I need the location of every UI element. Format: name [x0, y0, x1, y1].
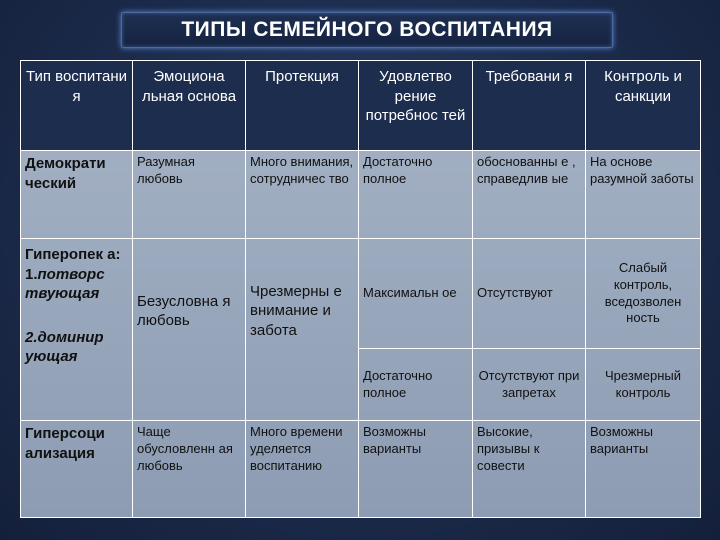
- header-demands: Требовани я: [473, 61, 586, 151]
- cell-needs: Максимальн ое: [359, 239, 473, 349]
- cell-protection: Много времени уделяется воспитанию: [246, 421, 359, 518]
- cell-protection: Много внимания, сотрудничес тво: [246, 151, 359, 239]
- cell-control: Слабый контроль, вседозволен ность: [586, 239, 701, 349]
- cell-type: Демократи ческий: [21, 151, 133, 239]
- cell-demands: Отсутствуют: [473, 239, 586, 349]
- cell-demands: Высокие, призывы к совести: [473, 421, 586, 518]
- hyper-main-label: Гиперопек а:: [25, 246, 121, 263]
- header-control: Контроль и санкции: [586, 61, 701, 151]
- table-row: [21, 239, 701, 349]
- cell-needs: Достаточно полное: [359, 349, 473, 421]
- hyper-sub1-label: [25, 265, 128, 304]
- cell-needs: Достаточно полное: [359, 151, 473, 239]
- header-emotion: Эмоциона льная основа: [133, 61, 246, 151]
- header-protection: Протекция: [246, 61, 359, 151]
- hyper-sub1-text: потворс твующая: [25, 265, 105, 302]
- cell-control: Возможны варианты: [586, 421, 701, 518]
- cell-demands: Отсутствуют при запретах: [473, 349, 586, 421]
- header-needs: Удовлетво рение потребнос тей: [359, 61, 473, 151]
- cell-needs: Возможны варианты: [359, 421, 473, 518]
- table-row: [21, 421, 701, 518]
- cell-control: Чрезмерный контроль: [586, 349, 701, 421]
- cell-control: На основе разумной заботы: [586, 151, 701, 239]
- cell-emotion: Безусловна я любовь: [133, 239, 246, 421]
- cell-type: Гиперсоци ализация: [21, 421, 133, 518]
- header-type: Тип воспитани я: [21, 61, 133, 151]
- hyper-sub1-number: 1.: [25, 265, 38, 283]
- page-title: ТИПЫ СЕМЕЙНОГО ВОСПИТАНИЯ: [121, 12, 613, 48]
- hyper-sub2-label: 2.доминир ующая: [25, 328, 104, 365]
- cell-protection: Чрезмерны е внимание и забота: [246, 239, 359, 421]
- cell-emotion: Разумная любовь: [133, 151, 246, 239]
- header-row: [21, 61, 701, 151]
- cell-demands: обоснованны е , справедлив ые: [473, 151, 586, 239]
- cell-type: [21, 239, 133, 421]
- table-row: [21, 151, 701, 239]
- cell-emotion: Чаще обусловленн ая любовь: [133, 421, 246, 518]
- parenting-types-table: [20, 60, 701, 518]
